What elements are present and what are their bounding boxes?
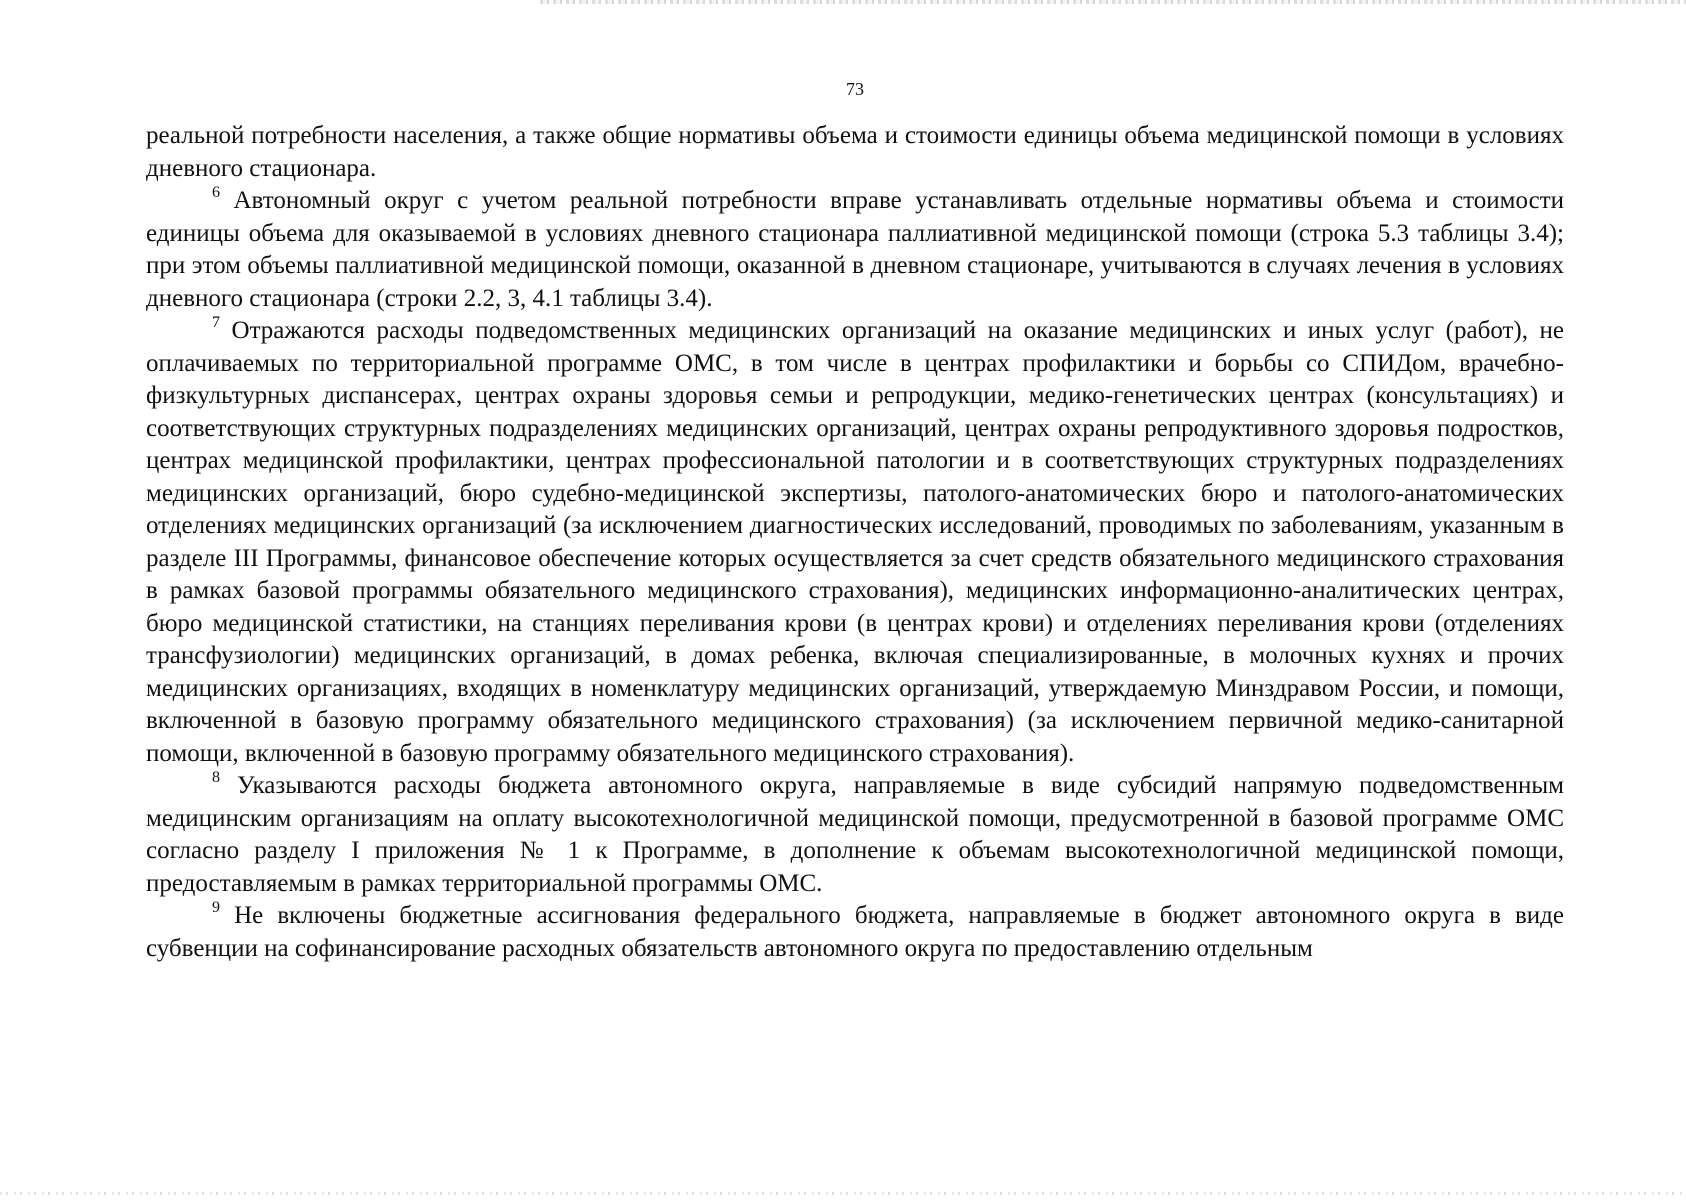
paragraph-continuation <box>146 120 1564 185</box>
footnote-marker: 9 <box>212 898 220 916</box>
footnote-text: Отражаются расходы подведомственных медицинских организаций на оказание медицинских и иных услуг (работ), не оплачиваемых по территориальной программе ОМС, в том числе в центрах профилактики и борьбы со СПИДом, врачебно-физкультурных диспансерах, центрах охраны здоровья семьи и репродукции, медико-генетических центрах (консультациях) и соответствующих структурных подразделениях медицинских организаций, центрах охраны репродуктивного здоровья подростков, центрах медицинской профилактики, центрах профессиональной патологии и в соответствующих структурных подразделениях медицинских организаций, бюро судебно-медицинской экспертизы, патолого-анатомических бюро и патолого-анатомических отделениях медицинских организаций (за исключением диагностических исследований, проводимых по заболеваниям, указанным в разделе III Программы, финансовое обеспечение которых осуществляется за счет средств обязательного медицинского страхования в рамках базовой программы обязательного медицинского страхования), медицинских информационно-аналитических центрах, бюро медицинской статистики, на станциях переливания крови (в центрах крови) и отделениях переливания крови (отделениях трансфузиологии) медицинских организаций, в домах ребенка, включая специализированные, в молочных кухнях и прочих медицинских организациях, входящих в номенклатуру медицинских организаций, утверждаемую Минздравом России, и помощи, включенной в базовую программу обязательного медицинского страхования) (за исключением первичной медико-санитарной помощи, включенной в базовую программу обязательного медицинского страхования). <box>146 317 1564 767</box>
footnote-text: Автономный округ с учетом реальной потребности вправе устанавливать отдельные нормативы объема и стоимости единицы объема для оказываемой в условиях дневного стационара паллиативной медицинской помощи (строка 5.3 таблицы 3.4); при этом объемы паллиативной медицинской помощи, оказанной в дневном стационаре, учитываются в случаях лечения в условиях дневного стационара (строки 2.2, 3, 4.1 таблицы 3.4). <box>146 187 1564 312</box>
footnote-text: Указываются расходы бюджета автономного округа, направляемые в виде субсидий напрямую подведомственным медицинским организациям на оплату высокотехнологичной медицинской помощи, предусмотренной в базовой программе ОМС согласно разделу I приложения № 1 к Программе, в дополнение к объемам высокотехнологичной медицинской помощи, предоставляемым в рамках территориальной программы ОМС. <box>146 772 1564 897</box>
scan-edge-bottom <box>0 1192 1686 1195</box>
scan-edge-top <box>540 0 1686 4</box>
footnote-marker: 6 <box>212 183 220 201</box>
paragraph-text: реальной потребности населения, а также общие нормативы объема и стоимости единицы объема медицинской помощи в условиях дневного стационара. <box>146 122 1564 182</box>
footnote-marker: 7 <box>212 313 220 331</box>
footnote-7 <box>146 315 1564 770</box>
footnote-8 <box>146 770 1564 900</box>
footnote-marker: 8 <box>212 768 220 786</box>
footnote-9 <box>146 900 1564 965</box>
footnote-6 <box>146 185 1564 315</box>
page-number: 73 <box>846 79 864 99</box>
document-page <box>146 78 1564 965</box>
footnote-text: Не включены бюджетные ассигнования федерального бюджета, направляемые в бюджет автономного округа в виде субвенции на софинансирование расходных обязательств автономного округа по предоставлению отдельным <box>146 902 1564 962</box>
